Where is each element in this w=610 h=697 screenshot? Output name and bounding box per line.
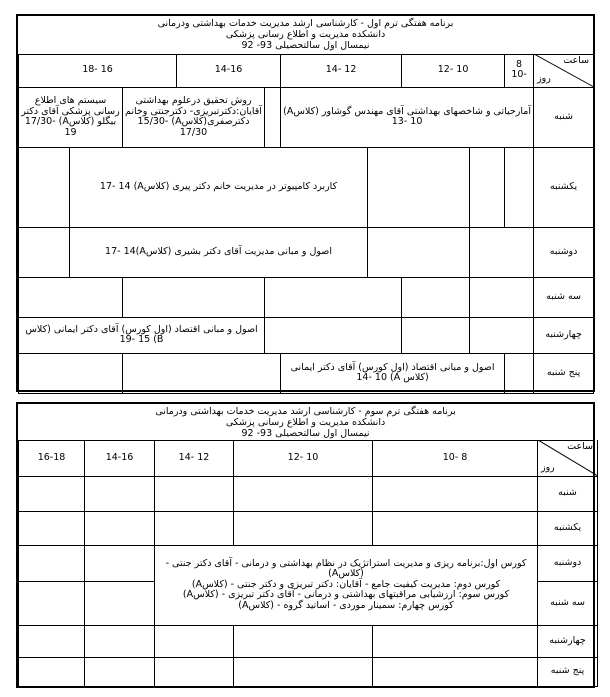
term1-faculty: دانشکده مدیریت و اطلاع رسانی پزشکی — [225, 29, 386, 40]
day3-thursday: پنج شنبه — [538, 657, 598, 686]
time-16-18: 16 -18 — [19, 54, 177, 87]
course-4: کورس چهارم: سمینار موردی - اساتید گروه - (کلاسA) — [238, 599, 454, 611]
time3-12-14: 12 -14 — [155, 440, 234, 476]
class-sun-computer: کاربرد کامپیوتر در مدیریت خانم دکتر پیری (کلاسA) 17- 14 — [70, 147, 368, 227]
class-mon-management: اصول و مبانی مدیریت آقای دکتر بشیری (کلاسA)17- 14 — [70, 227, 368, 277]
day-sunday: یکشنبه — [534, 147, 594, 227]
class-sat-research: روش تحقیق درعلوم بهداشتی آقایان:دکترتبریزی- دکترجنتی وخانم دکترصفری(کلاسA) 15/30- 17/30 — [123, 87, 265, 147]
term3-title: برنامه هفتگی ترم سوم - کارشناسی ارشد مدیریت خدمات بهداشتی ودرمانی — [155, 406, 456, 417]
term1-table — [18, 54, 594, 394]
time3-16-18: 16-18 — [19, 440, 85, 476]
class-wed-economics: اصول و مبانی اقتصاد (اول کورس) آقای دکتر ایمانی (کلاس B) 19- 15 — [19, 317, 265, 353]
day-monday: دوشنبه — [534, 227, 594, 277]
day3-wednesday: چهارشنبه — [538, 625, 598, 657]
class-thu-economics: اصول و مبانی اقتصاد (اول کورس) آقای دکتر ایمانی (کلاس A) 14- 10 — [281, 353, 505, 393]
term1-schedule — [16, 14, 595, 392]
time-12-14: 12 -14 — [281, 54, 402, 87]
course-2: کورس دوم: مدیریت کیفیت جامع - آقایان: دکتر تبریزی و دکتر جنتی - (کلاسA) — [191, 578, 501, 590]
corner-day-label: روز — [537, 73, 551, 84]
day-thursday: پنج شنبه — [534, 353, 594, 393]
course-3: کورس سوم: ارزشیابی مراقبتهای بهداشتی و درمانی - آقای دکتر تبریزی - (کلاسA) — [182, 589, 510, 601]
term3-faculty: دانشکده مدیریت و اطلاع رسانی پزشکی — [225, 417, 386, 428]
corner-time-label: ساعت — [563, 55, 590, 66]
term3-schedule — [16, 402, 595, 688]
day-tuesday: سه شنبه — [534, 277, 594, 317]
corner3-time-label: ساعت — [567, 441, 593, 452]
day3-sunday: یکشنبه — [538, 511, 598, 545]
day-saturday: شنبه — [534, 87, 594, 147]
corner3-day-label: روز — [541, 462, 555, 473]
time-8-10: 8 -10 — [505, 54, 534, 87]
day3-tuesday: سه شنبه — [538, 581, 598, 625]
time-10-12: 10 -12 — [402, 54, 505, 87]
term3-semester: نیمسال اول سالتحصیلی 93- 92 — [241, 428, 370, 439]
day3-monday: دوشنبه — [538, 545, 598, 581]
day3-saturday: شنبه — [538, 476, 598, 511]
course-1: کورس اول:برنامه ریزی و مدیریت استراتژیک در نظام بهداشتی و درمانی - آقای دکتر جنتی - (کلاسA) — [165, 557, 527, 580]
corner3-cell — [538, 440, 598, 476]
term1-semester: نیمسال اول سالتحصیلی 93- 92 — [241, 40, 370, 51]
class-sat-statistics: آمارحیاتی و شاخصهای بهداشتی آقای مهندس گوشاور (کلاسA) 13- 10 — [281, 87, 534, 147]
time-14-16: 14-16 — [177, 54, 281, 87]
term3-header — [18, 404, 593, 441]
term3-table — [18, 440, 598, 687]
day-wednesday: چهارشنبه — [534, 317, 594, 353]
time3-10-12: 10 -12 — [234, 440, 373, 476]
term1-title: برنامه هفتگی ترم اول - کارشناسی ارشد مدیریت خدمات بهداشتی ودرمانی — [157, 18, 454, 29]
corner-cell — [534, 54, 594, 87]
time3-14-16: 14-16 — [85, 440, 155, 476]
term1-header — [18, 16, 593, 55]
term3-course-list — [155, 545, 538, 625]
time3-8-10: 8 -10 — [373, 440, 538, 476]
class-sat-info-systems: سیستم های اطلاع رسانی پزشکی آقای دکتر بیگلو (کلاسA) 17/30- 19 — [19, 87, 123, 147]
